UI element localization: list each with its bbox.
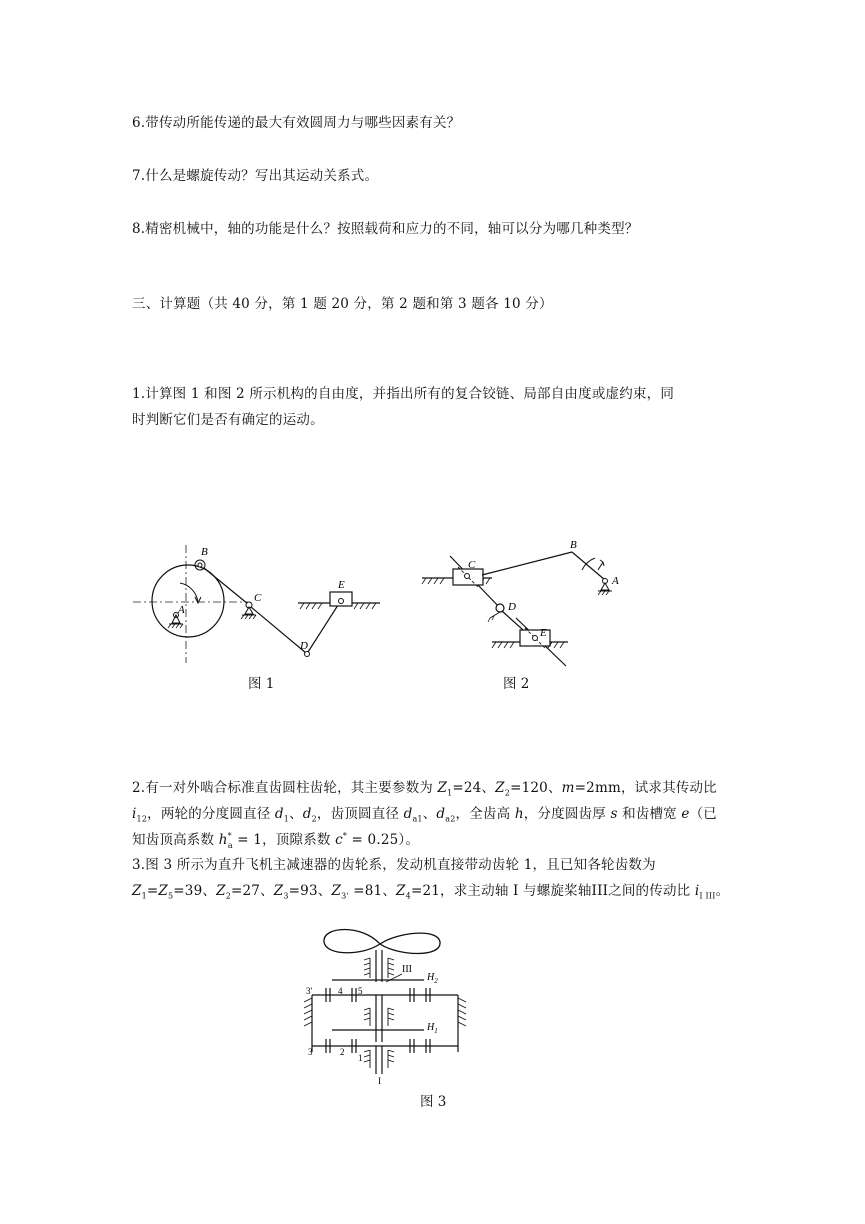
fig3-label-H1: $H_1$ xyxy=(427,1022,438,1035)
fig3-label-4: 4 xyxy=(338,986,343,996)
calc2-line2: $i_{12}$，两轮的分度圆直径 $d_1$、$d_2$，齿顶圆直径 $d_{a1}$、$d_{a2}$，全齿高 h，分度圆齿厚 s 和齿槽宽 e（已 xyxy=(132,806,717,824)
fig3-label-I: I xyxy=(378,1076,381,1086)
fig2-label-B: B xyxy=(570,539,577,551)
fig3-label-III: III xyxy=(402,964,412,975)
fig3-label-2: 2 xyxy=(340,1047,345,1057)
calc3-line2: $Z_1=Z_5=39$、$Z_2=27$、$Z_3=93$、$Z_{3'} =81$、$Z_4=21$，求主动轴 I 与螺旋桨轴III之间的传动比 $i_{I III}$。 xyxy=(132,883,730,901)
fig3-label-H2: $H_2$ xyxy=(427,972,438,985)
calc2-line1: 2.有一对外啮合标准直齿圆柱齿轮，其主要参数为 $Z_1=24$、$Z_2=120$、m=2mm，试求其传动比 xyxy=(132,780,717,798)
fig2-label-D: D xyxy=(508,601,516,613)
fig2-label-C: C xyxy=(468,559,476,571)
figure-3-caption: 图 3 xyxy=(420,1094,447,1110)
question-7: 7.什么是螺旋传动？写出其运动关系式。 xyxy=(132,168,379,184)
figure-1-mechanism xyxy=(128,545,398,665)
calc2-line3: 知齿顶高系数 $h^*_a = 1$，顶隙系数 c* = 0.25）。 xyxy=(132,831,420,850)
figure-1-caption: 图 1 xyxy=(248,676,275,692)
figure-2-mechanism xyxy=(420,538,650,658)
fig1-label-B: B xyxy=(201,546,208,558)
figure-2-caption: 图 2 xyxy=(503,676,530,692)
fig2-label-E: E xyxy=(540,627,547,639)
fig1-label-C: C xyxy=(254,592,262,604)
fig1-label-D: D xyxy=(300,640,308,652)
calc3-line1: 3.图 3 所示为直升飞机主减速器的齿轮系，发动机直接带动齿轮 1，且已知各轮齿数为 xyxy=(132,857,656,873)
question-8: 8.精密机械中，轴的功能是什么？按照载荷和应力的不同，轴可以分为哪几种类型？ xyxy=(132,221,639,237)
calc1-line1: 1.计算图 1 和图 2 所示机构的自由度，并指出所有的复合铰链、局部自由度或虚约束，同 xyxy=(132,386,675,402)
fig3-label-3: 3 xyxy=(308,1047,313,1057)
fig1-label-A: A xyxy=(178,604,185,616)
question-6: 6.带传动所能传递的最大有效圆周力与哪些因素有关？ xyxy=(132,115,461,131)
figure-3-gear-train xyxy=(292,922,472,1086)
fig2-label-A: A xyxy=(612,575,619,587)
fig3-label-5: 5 xyxy=(358,986,363,996)
fig3-label-1: 1 xyxy=(358,1053,363,1063)
calc1-line2: 时判断它们是否有确定的运动。 xyxy=(132,412,324,428)
section-header-calculation: 三、计算题（共 40 分，第 1 题 20 分，第 2 题和第 3 题各 10 分） xyxy=(132,296,553,312)
fig3-label-3prime: 3' xyxy=(306,986,313,996)
fig1-label-E: E xyxy=(338,579,345,591)
